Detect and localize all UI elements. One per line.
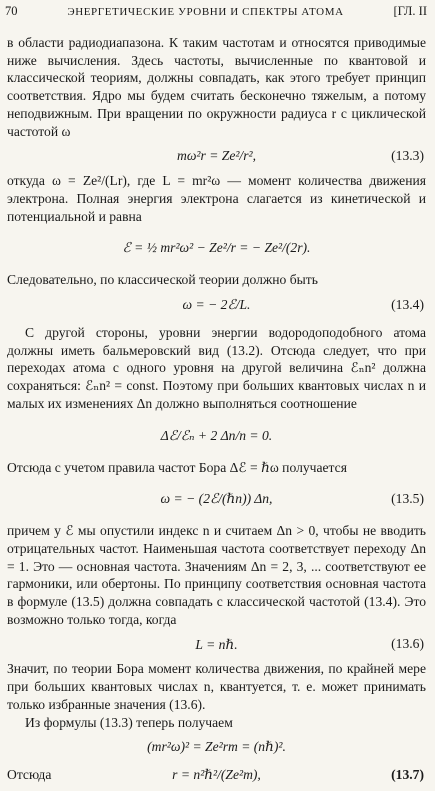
equation-body: ω = − 2ℰ/L. <box>182 297 251 313</box>
paragraph-4: С другой стороны, уровни энергии водородоподобного атома должны иметь бальмеровский вид (13.2). Отсюда следует, что при переходах атома с одного уровня на другой величина ℰₙn² должна сохраняться: ℰₙn² = const. Поэтому при больших квантовых числах n и малых их изменениях Δn должно выполняться соотношение <box>7 325 426 411</box>
paragraph-7: Значит, по теории Бора момент количества движения, по крайней мере при больших квантовых числах n, квантуется, т. е. может принимать только избранные значения (13.6). <box>7 661 426 712</box>
paragraph-1: в области радиодиапазона. К таким частотам и относятся приводимые ниже вычисления. Здесь частоты, вычисленные по квантовой и классической теориям, должны совпадать, как этого требует принцип соответствия. Ядро мы будем считать бесконечно тяжелым, а потому неподвижным. При вращении по окружности радиуса r с циклической частотой ω <box>7 35 426 139</box>
equation-body: r = n²ℏ²/(Ze²m), <box>172 767 261 783</box>
equation-squared <box>7 735 426 759</box>
paragraph-6: причем у ℰ мы опустили индекс n и считаем Δn > 0, чтобы не вводить отрицательных частот. Наименьшая частота соответствует переходу Δn = 1. Это — основная частота. Значениям Δn = 2, 3, ... соответствуют ее гармоники, или обертоны. По принципу соответствия основная частота в формуле (13.5) должна совпадать с классической частотой (13.4). Это возможно только тогда, когда <box>7 523 426 627</box>
equation-number: (13.5) <box>391 491 424 507</box>
chapter-label: [ГЛ. II <box>393 4 427 18</box>
paragraph-5: Отсюда с учетом правила частот Бора Δℰ = ℏω получается <box>7 459 347 475</box>
equation-body: ℰ = ½ mr²ω² − Ze²/r = − Ze²/(2r). <box>122 240 311 256</box>
equation-body: Δℰ/ℰₙ + 2 Δn/n = 0. <box>160 427 273 443</box>
equation-energy <box>7 229 426 267</box>
paragraph-2: откуда ω = Ze²/(Lr), где L = mr²ω — момент количества движения электрона. Полная энергия электрона слагается из кинетической и потенциальной и равна <box>7 173 426 224</box>
equation-body: L = nℏ. <box>195 636 238 652</box>
equation-number: (13.3) <box>391 148 424 164</box>
equation-13-5 <box>7 480 426 518</box>
equation-ratio <box>7 417 426 455</box>
equation-body: mω²r = Ze²/r², <box>177 148 256 164</box>
page-number: 70 <box>5 4 18 18</box>
paragraph-3: Следовательно, по классической теории должно быть <box>7 272 318 288</box>
paragraph-9: Отсюда <box>7 767 52 783</box>
running-header <box>5 3 427 21</box>
paragraph-8: Из формулы (13.3) теперь получаем <box>25 714 233 730</box>
running-title: ЭНЕРГЕТИЧЕСКИЕ УРОВНИ И СПЕКТРЫ АТОМА <box>67 6 344 18</box>
page-body <box>7 34 426 791</box>
equation-number: (13.6) <box>391 636 424 652</box>
equation-13-3 <box>7 144 426 168</box>
equation-body: ω = − (2ℰ/(ℏn)) Δn, <box>160 491 273 507</box>
equation-number: (13.4) <box>391 297 424 313</box>
equation-13-7 <box>7 763 426 787</box>
equation-13-6 <box>7 632 426 656</box>
equation-body: (mr²ω)² = Ze²rm = (nℏ)². <box>147 739 286 755</box>
equation-number: (13.7) <box>391 767 424 783</box>
equation-13-4 <box>7 293 426 317</box>
